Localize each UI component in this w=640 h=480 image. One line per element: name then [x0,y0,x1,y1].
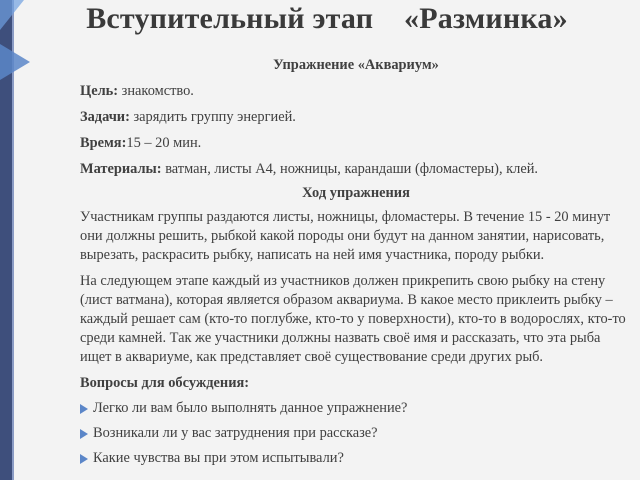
goal-row [80,82,632,101]
bullet-arrow-icon [80,404,88,414]
time-value: 15 – 20 мин. [126,135,202,151]
question-text: Возникали ли у вас затруднения при рассказе? [93,425,378,441]
questions-heading: Вопросы для обсуждения: [80,375,250,391]
goal-label: Цель: [80,83,119,99]
paragraph-1: Участникам группы раздаются листы, ножницы, фломастеры. В течение 15 - 20 минут они должны решить, рыбкой какой породы они будут на данном занятии, нарисовать, вырезать, раскрасить рыбку, написать на ней имя участника, породу рыбки. [80,209,611,263]
arrow-decor-shape [0,44,30,80]
list-item [80,399,632,418]
tasks-row [80,108,632,127]
list-item [80,449,632,468]
tasks-value: зарядить группу энергией. [129,109,296,125]
materials-row [80,160,632,179]
time-row [80,134,632,153]
question-text: Легко ли вам было выполнять данное упражнение? [93,400,408,416]
question-text: Какие чувства вы при этом испытывали? [93,450,344,466]
goal-value: знакомство. [118,83,194,99]
time-label: Время: [80,135,127,151]
materials-label: Материалы: [80,161,162,177]
progress-heading: Ход упражнения [302,185,410,201]
paragraph-2: На следующем этапе каждый из участников должен прикрепить свою рыбку на стену (лист ватмана), которая является образом аквариума. В какое место приклеить рыбку – каждый решает сам (кто-то поглубже, кто-то у поверхности), кто-то в водорослях, кто-то среди камней. Так же участники должны назвать своё имя и рассказать, что эта рыба ищет в аквариуме, как представляет своё существование среди других рыб. [80,273,626,365]
exercise-subtitle: Упражнение «Аквариум» [273,57,439,73]
list-item [80,424,632,443]
slide-content [80,56,632,468]
tasks-label: Задачи: [80,109,130,125]
questions-list [80,399,632,468]
bullet-arrow-icon [80,454,88,464]
slide-title: Вступительный этап «Разминка» [86,2,568,35]
materials-value: ватман, листы А4, ножницы, карандаши (фломастеры), клей. [161,161,539,177]
bullet-arrow-icon [80,429,88,439]
